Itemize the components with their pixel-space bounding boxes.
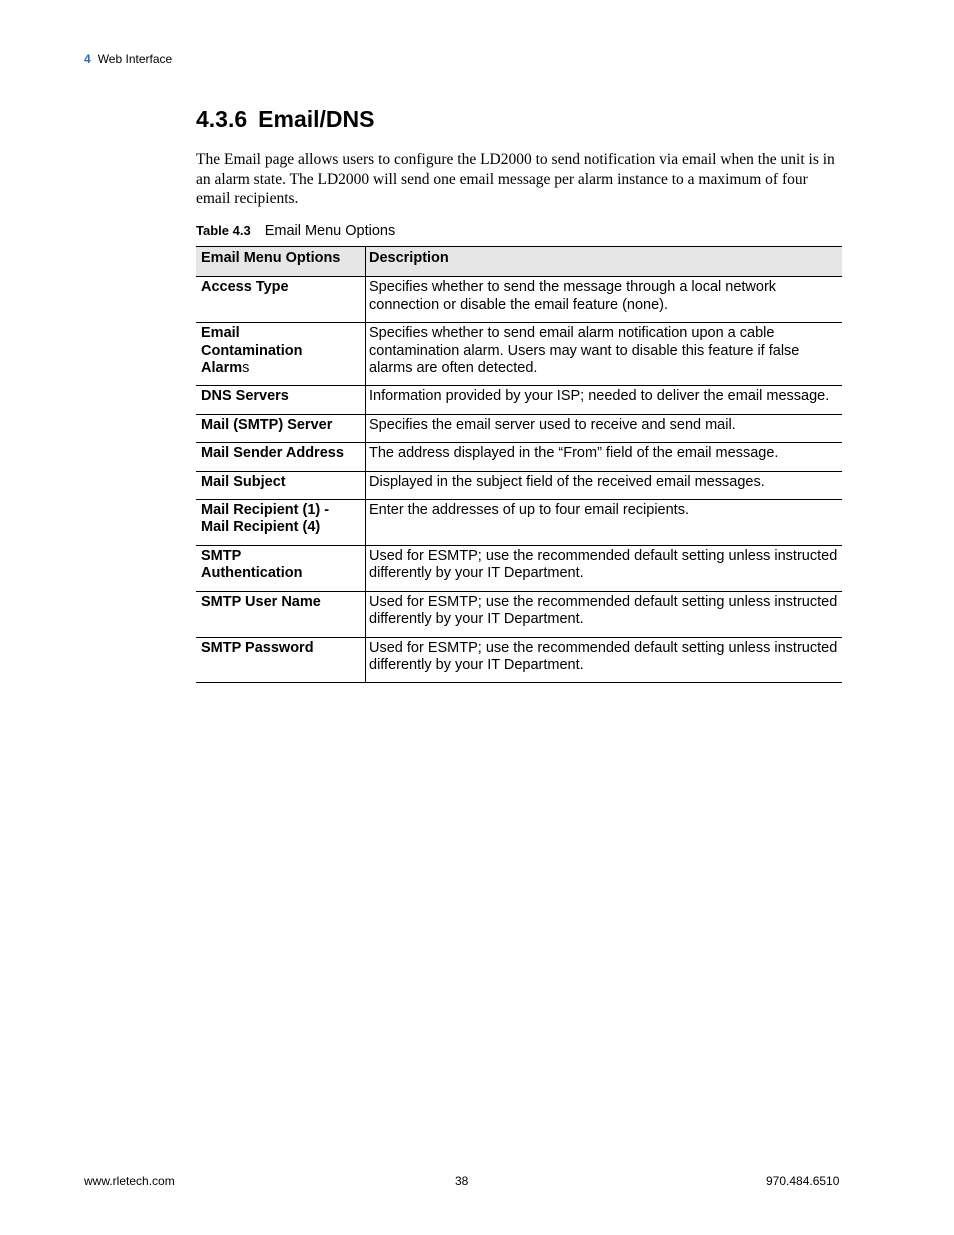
option-cell: [196, 323, 366, 386]
running-header: [84, 52, 172, 67]
table-row: [196, 545, 842, 591]
option-line: Authentication: [201, 565, 303, 582]
table-caption: [196, 222, 395, 240]
option-cell: [196, 545, 366, 591]
table-row: [196, 637, 842, 683]
description-cell: Used for ESMTP; use the recommended default setting unless instructed differently by your IT Department.: [366, 637, 843, 683]
chapter-number: 4: [84, 52, 91, 66]
option-line: Mail Recipient (1) -: [201, 502, 330, 519]
option-cell: Mail Sender Address: [196, 443, 366, 471]
table-row: [196, 323, 842, 386]
section-title: Email/DNS: [258, 106, 375, 132]
description-cell: Used for ESMTP; use the recommended default setting unless instructed differently by your IT Department.: [366, 545, 843, 591]
description-cell: Specifies whether to send the message through a local network connection or disable the email feature (none).: [366, 277, 843, 323]
description-cell: Displayed in the subject field of the received email messages.: [366, 471, 843, 499]
section-number: 4.3.6: [196, 106, 248, 132]
table-caption-label: Table 4.3: [196, 223, 251, 238]
intro-paragraph: The Email page allows users to configure the LD2000 to send notification via email when the unit is in an alarm state. The LD2000 will send one email message per alarm instance to a maximum of four email recipients.: [196, 151, 835, 207]
table-row: [196, 386, 842, 414]
description-cell: Used for ESMTP; use the recommended default setting unless instructed differently by your IT Department.: [366, 591, 843, 637]
table-caption-text: Email Menu Options: [264, 223, 396, 239]
option-line: Email: [201, 325, 240, 342]
option-line: SMTP: [201, 547, 242, 564]
description-cell: Enter the addresses of up to four email recipients.: [366, 500, 843, 546]
footer-page-number: 38: [455, 1174, 469, 1188]
table-row: [196, 277, 842, 323]
table-header-row: [196, 247, 842, 277]
description-cell: Specifies the email server used to receive and send mail.: [366, 414, 843, 442]
table-row: [196, 443, 842, 471]
description-cell: The address displayed in the “From” field of the email message.: [366, 443, 843, 471]
option-cell: Mail (SMTP) Server: [196, 414, 366, 442]
option-cell: SMTP Password: [196, 637, 366, 683]
column-header-description: Description: [366, 247, 843, 277]
option-cell: Access Type: [196, 277, 366, 323]
footer-phone: 970.484.6510: [766, 1174, 840, 1188]
option-cell: DNS Servers: [196, 386, 366, 414]
option-suffix: s: [242, 360, 250, 377]
option-line: Mail Recipient (4): [201, 519, 321, 536]
section-heading: [196, 104, 374, 134]
table-row: [196, 591, 842, 637]
option-line: Alarm: [201, 360, 243, 377]
footer-website: www.rletech.com: [84, 1174, 175, 1188]
option-cell: SMTP User Name: [196, 591, 366, 637]
table-row: [196, 414, 842, 442]
email-menu-options-table: [196, 246, 842, 683]
option-cell: [196, 500, 366, 546]
column-header-option: Email Menu Options: [196, 247, 366, 277]
description-cell: Information provided by your ISP; needed to deliver the email message.: [366, 386, 843, 414]
chapter-title: Web Interface: [97, 52, 173, 66]
table-row: [196, 471, 842, 499]
description-cell: Specifies whether to send email alarm notification upon a cable contamination alarm. Users may want to disable this feature if false alarms are often detected.: [366, 323, 843, 386]
option-line: Contamination: [201, 342, 303, 359]
option-cell: Mail Subject: [196, 471, 366, 499]
table-row: [196, 500, 842, 546]
